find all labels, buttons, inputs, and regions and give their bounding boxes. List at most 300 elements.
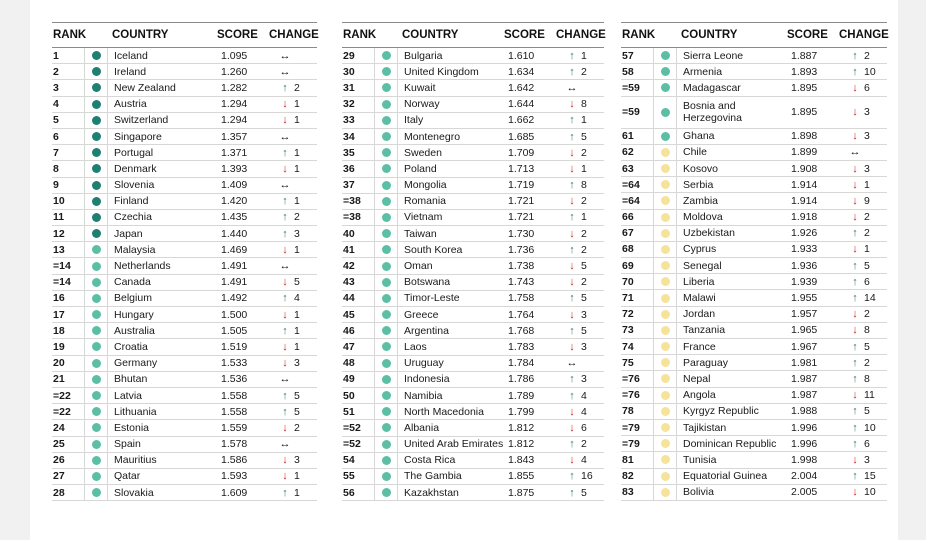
country-cell: Senegal bbox=[683, 259, 722, 272]
table-row bbox=[342, 113, 604, 129]
country-cell: Zambia bbox=[683, 194, 719, 207]
category-dot-cell bbox=[84, 469, 108, 484]
category-dot-icon bbox=[92, 326, 101, 335]
category-dot-cell bbox=[374, 323, 398, 338]
change-value: 3 bbox=[864, 453, 870, 466]
change-value: 6 bbox=[864, 81, 870, 94]
score-cell: 1.926 bbox=[791, 227, 818, 240]
category-dot-icon bbox=[92, 164, 101, 173]
change-cell bbox=[556, 373, 604, 385]
table-row bbox=[52, 178, 317, 194]
change-value: 2 bbox=[581, 276, 587, 289]
category-dot-icon bbox=[382, 181, 391, 190]
category-dot-cell bbox=[653, 452, 677, 467]
category-dot-cell bbox=[653, 469, 677, 484]
rank-cell: 48 bbox=[343, 357, 355, 370]
rank-cell: 4 bbox=[53, 98, 59, 111]
category-dot-cell bbox=[374, 307, 398, 322]
arrow-up-icon: ↑ bbox=[282, 211, 288, 224]
country-cell: Bulgaria bbox=[404, 49, 443, 62]
category-dot-icon bbox=[92, 229, 101, 238]
score-cell: 1.812 bbox=[508, 421, 535, 434]
arrow-up-icon: ↑ bbox=[569, 373, 575, 386]
change-value: 2 bbox=[864, 211, 870, 224]
rank-cell: 58 bbox=[622, 65, 634, 78]
category-dot-icon bbox=[92, 294, 101, 303]
rank-cell: 41 bbox=[343, 243, 355, 256]
rank-cell: =76 bbox=[622, 372, 640, 385]
category-dot-cell bbox=[84, 291, 108, 306]
category-dot-cell bbox=[374, 258, 398, 273]
arrow-up-icon: ↑ bbox=[852, 292, 858, 305]
change-header: CHANGE bbox=[839, 29, 889, 41]
table-row bbox=[342, 194, 604, 210]
score-cell: 1.965 bbox=[791, 324, 818, 337]
arrow-up-icon: ↑ bbox=[852, 65, 858, 78]
country-cell: Estonia bbox=[114, 421, 150, 434]
country-cell: Mongolia bbox=[404, 179, 447, 192]
score-cell: 1.095 bbox=[221, 49, 248, 62]
score-cell: 1.936 bbox=[791, 259, 818, 272]
score-cell: 1.939 bbox=[791, 275, 818, 288]
category-dot-cell bbox=[84, 226, 108, 241]
table-row bbox=[52, 145, 317, 161]
country-cell: Kazakhstan bbox=[404, 486, 459, 499]
table-row bbox=[342, 469, 604, 485]
category-dot-cell bbox=[653, 193, 677, 208]
score-cell: 1.709 bbox=[508, 146, 535, 159]
category-dot-cell bbox=[84, 372, 108, 387]
rank-cell: 74 bbox=[622, 340, 634, 353]
rank-cell: 46 bbox=[343, 324, 355, 337]
category-dot-cell bbox=[653, 177, 677, 192]
change-cell bbox=[556, 228, 604, 240]
country-cell: Uruguay bbox=[404, 357, 444, 370]
arrow-up-icon: ↑ bbox=[282, 146, 288, 159]
table-body bbox=[52, 48, 317, 501]
score-cell: 1.784 bbox=[508, 357, 535, 370]
score-cell: 1.420 bbox=[221, 195, 248, 208]
table-row bbox=[52, 129, 317, 145]
change-cell bbox=[556, 114, 604, 126]
score-cell: 1.855 bbox=[508, 470, 535, 483]
change-cell bbox=[556, 50, 604, 62]
category-dot-cell bbox=[653, 485, 677, 500]
category-dot-icon bbox=[382, 51, 391, 60]
table-row bbox=[52, 372, 317, 388]
country-cell: The Gambia bbox=[404, 470, 462, 483]
arrow-up-icon: ↑ bbox=[569, 389, 575, 402]
change-value: 2 bbox=[864, 356, 870, 369]
rank-cell: =38 bbox=[343, 211, 361, 224]
category-dot-icon bbox=[661, 310, 670, 319]
change-value: 16 bbox=[581, 470, 593, 483]
category-dot-cell bbox=[653, 339, 677, 354]
change-value: 11 bbox=[864, 389, 875, 402]
change-cell bbox=[269, 438, 317, 450]
change-value: 3 bbox=[294, 357, 300, 370]
category-dot-icon bbox=[661, 326, 670, 335]
category-dot-icon bbox=[661, 245, 670, 254]
change-cell bbox=[269, 487, 317, 499]
change-value: 3 bbox=[294, 227, 300, 240]
country-cell: Botswana bbox=[404, 276, 451, 289]
table-row bbox=[342, 372, 604, 388]
country-cell: United Kingdom bbox=[404, 65, 479, 78]
arrow-up-icon: ↑ bbox=[569, 49, 575, 62]
change-cell bbox=[269, 454, 317, 466]
category-dot-cell bbox=[84, 307, 108, 322]
change-value: 1 bbox=[294, 195, 300, 208]
table-row bbox=[621, 177, 887, 193]
country-cell: Canada bbox=[114, 276, 151, 289]
table-row bbox=[342, 437, 604, 453]
arrow-down-icon: ↓ bbox=[852, 243, 858, 256]
arrow-down-icon: ↓ bbox=[852, 389, 858, 402]
table-row bbox=[342, 339, 604, 355]
category-dot-cell bbox=[653, 404, 677, 419]
rank-cell: 3 bbox=[53, 81, 59, 94]
change-value: 3 bbox=[581, 340, 587, 353]
table-row bbox=[621, 371, 887, 387]
table-row bbox=[342, 210, 604, 226]
arrow-up-icon: ↑ bbox=[569, 130, 575, 143]
rank-cell: =79 bbox=[622, 421, 640, 434]
category-dot-cell bbox=[84, 356, 108, 371]
score-cell: 1.895 bbox=[791, 81, 818, 94]
arrow-down-icon: ↓ bbox=[852, 106, 858, 119]
arrow-up-icon: ↑ bbox=[569, 243, 575, 256]
change-value: 4 bbox=[581, 405, 587, 418]
category-dot-icon bbox=[92, 456, 101, 465]
country-cell: Cyprus bbox=[683, 243, 717, 256]
score-cell: 1.558 bbox=[221, 389, 248, 402]
change-value: 1 bbox=[294, 162, 300, 175]
country-cell: Costa Rica bbox=[404, 454, 456, 467]
category-dot-icon bbox=[92, 342, 101, 351]
category-dot-cell bbox=[653, 355, 677, 370]
score-cell: 1.764 bbox=[508, 308, 535, 321]
change-value: 15 bbox=[864, 470, 876, 483]
country-cell: Equatorial Guinea bbox=[683, 470, 768, 483]
change-cell bbox=[269, 163, 317, 175]
arrow-up-icon: ↑ bbox=[569, 438, 575, 451]
country-cell: South Korea bbox=[404, 243, 463, 256]
category-dot-icon bbox=[92, 197, 101, 206]
country-cell: United Arab Emirates bbox=[404, 438, 504, 451]
arrow-up-icon: ↑ bbox=[569, 470, 575, 483]
rank-cell: 81 bbox=[622, 453, 634, 466]
arrow-down-icon: ↓ bbox=[282, 340, 288, 353]
change-cell bbox=[556, 470, 604, 482]
category-dot-cell bbox=[374, 485, 398, 500]
change-cell bbox=[839, 130, 887, 142]
score-header: SCORE bbox=[217, 29, 258, 41]
score-cell: 1.721 bbox=[508, 211, 535, 224]
change-cell bbox=[556, 131, 604, 143]
change-value: 4 bbox=[581, 454, 587, 467]
arrow-up-icon: ↑ bbox=[569, 211, 575, 224]
arrow-up-icon: ↑ bbox=[852, 421, 858, 434]
change-value: 1 bbox=[294, 324, 300, 337]
arrow-down-icon: ↓ bbox=[282, 98, 288, 111]
rank-cell: 32 bbox=[343, 98, 355, 111]
change-value: 2 bbox=[864, 49, 870, 62]
category-dot-cell bbox=[653, 371, 677, 386]
country-cell: Laos bbox=[404, 340, 427, 353]
score-cell: 1.282 bbox=[221, 81, 248, 94]
country-cell: Uzbekistan bbox=[683, 227, 735, 240]
category-dot-cell bbox=[84, 129, 108, 144]
arrow-down-icon: ↓ bbox=[852, 453, 858, 466]
country-cell: Latvia bbox=[114, 389, 143, 402]
arrow-up-icon: ↑ bbox=[852, 49, 858, 62]
arrow-down-icon: ↓ bbox=[852, 178, 858, 191]
rank-header: RANK bbox=[343, 29, 377, 41]
arrow-down-icon: ↓ bbox=[852, 162, 858, 175]
table-row bbox=[621, 193, 887, 209]
score-cell: 1.987 bbox=[791, 372, 818, 385]
category-dot-cell bbox=[653, 161, 677, 176]
arrow-down-icon: ↓ bbox=[282, 162, 288, 175]
change-value: 1 bbox=[294, 98, 300, 111]
change-cell bbox=[839, 227, 887, 239]
table-row bbox=[621, 80, 887, 96]
score-cell: 1.799 bbox=[508, 405, 535, 418]
no-change-icon: ↔ bbox=[279, 373, 291, 386]
table-row bbox=[342, 48, 604, 64]
category-dot-cell bbox=[653, 436, 677, 451]
score-cell: 1.719 bbox=[508, 179, 535, 192]
category-dot-cell bbox=[653, 323, 677, 338]
category-dot-icon bbox=[661, 196, 670, 205]
change-value: 1 bbox=[294, 340, 300, 353]
country-cell: Timor-Leste bbox=[404, 292, 460, 305]
category-dot-cell bbox=[84, 485, 108, 500]
country-cell: Montenegro bbox=[404, 130, 461, 143]
change-value: 8 bbox=[581, 98, 587, 111]
change-cell bbox=[269, 179, 317, 191]
table-header bbox=[621, 22, 887, 48]
category-dot-icon bbox=[382, 262, 391, 271]
category-dot-cell bbox=[84, 64, 108, 79]
score-cell: 1.294 bbox=[221, 114, 248, 127]
category-dot-icon bbox=[382, 440, 391, 449]
rank-cell: =59 bbox=[622, 106, 640, 119]
category-dot-cell bbox=[374, 453, 398, 468]
rank-cell: =22 bbox=[53, 389, 71, 402]
country-cell: Poland bbox=[404, 162, 437, 175]
score-cell: 1.519 bbox=[221, 340, 248, 353]
table-row bbox=[52, 113, 317, 129]
rank-cell: 49 bbox=[343, 373, 355, 386]
arrow-up-icon: ↑ bbox=[852, 356, 858, 369]
score-cell: 1.260 bbox=[221, 65, 248, 78]
arrow-up-icon: ↑ bbox=[569, 486, 575, 499]
category-dot-icon bbox=[661, 407, 670, 416]
table-body bbox=[621, 48, 887, 501]
dot-header bbox=[374, 23, 398, 47]
arrow-up-icon: ↑ bbox=[852, 405, 858, 418]
change-cell bbox=[269, 114, 317, 126]
rank-cell: 44 bbox=[343, 292, 355, 305]
arrow-down-icon: ↓ bbox=[282, 357, 288, 370]
score-cell: 1.914 bbox=[791, 194, 818, 207]
arrow-up-icon: ↑ bbox=[282, 227, 288, 240]
change-cell bbox=[839, 324, 887, 336]
change-cell bbox=[556, 357, 604, 369]
change-cell bbox=[839, 486, 887, 498]
country-cell: Kyrgyz Republic bbox=[683, 405, 759, 418]
country-cell: Dominican Republic bbox=[683, 437, 777, 450]
table-row bbox=[621, 290, 887, 306]
category-dot-icon bbox=[382, 342, 391, 351]
score-cell: 1.843 bbox=[508, 454, 535, 467]
rank-cell: =64 bbox=[622, 178, 640, 191]
rank-cell: 17 bbox=[53, 308, 65, 321]
category-dot-icon bbox=[382, 326, 391, 335]
score-cell: 1.899 bbox=[791, 146, 818, 159]
table-row bbox=[52, 453, 317, 469]
change-header: CHANGE bbox=[556, 29, 606, 41]
change-value: 1 bbox=[581, 114, 587, 127]
rank-cell: =59 bbox=[622, 81, 640, 94]
ranking-table-3 bbox=[621, 22, 887, 501]
score-cell: 1.371 bbox=[221, 146, 248, 159]
no-change-icon: ↔ bbox=[566, 357, 578, 370]
rank-cell: 10 bbox=[53, 195, 65, 208]
score-cell: 1.536 bbox=[221, 373, 248, 386]
change-value: 1 bbox=[294, 486, 300, 499]
rank-cell: =79 bbox=[622, 437, 640, 450]
category-dot-cell bbox=[653, 210, 677, 225]
category-dot-icon bbox=[382, 67, 391, 76]
category-dot-icon bbox=[382, 375, 391, 384]
change-value: 5 bbox=[294, 389, 300, 402]
country-cell: Ghana bbox=[683, 130, 715, 143]
category-dot-cell bbox=[84, 210, 108, 225]
change-cell bbox=[556, 98, 604, 110]
category-dot-cell bbox=[84, 242, 108, 257]
arrow-down-icon: ↓ bbox=[569, 276, 575, 289]
change-value: 4 bbox=[294, 292, 300, 305]
category-dot-icon bbox=[661, 455, 670, 464]
change-cell bbox=[556, 195, 604, 207]
rank-cell: 11 bbox=[53, 211, 65, 224]
arrow-up-icon: ↑ bbox=[282, 405, 288, 418]
score-cell: 1.967 bbox=[791, 340, 818, 353]
country-cell: Chile bbox=[683, 146, 707, 159]
country-header: COUNTRY bbox=[402, 29, 459, 41]
change-cell bbox=[556, 147, 604, 159]
table-row bbox=[342, 291, 604, 307]
arrow-up-icon: ↑ bbox=[282, 389, 288, 402]
score-cell: 1.500 bbox=[221, 308, 248, 321]
change-cell bbox=[556, 422, 604, 434]
change-cell bbox=[839, 373, 887, 385]
country-cell: Croatia bbox=[114, 340, 148, 353]
table-row bbox=[621, 452, 887, 468]
category-dot-cell bbox=[84, 178, 108, 193]
country-cell: Argentina bbox=[404, 324, 449, 337]
change-cell bbox=[839, 179, 887, 191]
category-dot-cell bbox=[374, 64, 398, 79]
score-cell: 1.610 bbox=[508, 49, 535, 62]
table-row bbox=[621, 129, 887, 145]
country-cell: Czechia bbox=[114, 211, 152, 224]
category-dot-icon bbox=[382, 472, 391, 481]
change-cell bbox=[556, 66, 604, 78]
change-cell bbox=[269, 244, 317, 256]
category-dot-icon bbox=[661, 374, 670, 383]
arrow-down-icon: ↓ bbox=[282, 454, 288, 467]
rank-cell: 19 bbox=[53, 340, 65, 353]
category-dot-cell bbox=[84, 323, 108, 338]
ranking-table-1 bbox=[52, 22, 317, 501]
category-dot-cell bbox=[374, 226, 398, 241]
change-value: 1 bbox=[294, 470, 300, 483]
change-value: 3 bbox=[581, 308, 587, 321]
change-cell bbox=[839, 422, 887, 434]
rank-cell: 40 bbox=[343, 227, 355, 240]
table-row bbox=[621, 307, 887, 323]
rank-cell: 8 bbox=[53, 162, 59, 175]
rank-cell: 73 bbox=[622, 324, 634, 337]
score-cell: 1.786 bbox=[508, 373, 535, 386]
country-cell: Finland bbox=[114, 195, 149, 208]
rank-cell: 55 bbox=[343, 470, 355, 483]
change-value: 3 bbox=[864, 162, 870, 175]
category-dot-icon bbox=[661, 261, 670, 270]
rank-cell: 18 bbox=[53, 324, 65, 337]
country-cell: North Macedonia bbox=[404, 405, 484, 418]
change-value: 1 bbox=[581, 162, 587, 175]
country-cell: Bosnia and Herzegovina bbox=[683, 100, 742, 125]
country-header: COUNTRY bbox=[112, 29, 169, 41]
score-cell: 1.644 bbox=[508, 98, 535, 111]
country-cell: Ireland bbox=[114, 65, 147, 78]
table-row bbox=[621, 97, 887, 129]
country-cell: New Zealand bbox=[114, 81, 176, 94]
change-cell bbox=[269, 98, 317, 110]
rank-cell: 42 bbox=[343, 260, 355, 273]
country-cell: Nepal bbox=[683, 372, 711, 385]
country-cell: Vietnam bbox=[404, 211, 443, 224]
score-cell: 1.893 bbox=[791, 65, 818, 78]
table-row bbox=[342, 453, 604, 469]
no-change-icon: ↔ bbox=[279, 179, 291, 192]
change-cell bbox=[839, 106, 887, 118]
arrow-up-icon: ↑ bbox=[852, 470, 858, 483]
table-body bbox=[342, 48, 604, 501]
table-row bbox=[342, 178, 604, 194]
table-row bbox=[621, 404, 887, 420]
category-dot-cell bbox=[374, 437, 398, 452]
category-dot-icon bbox=[382, 488, 391, 497]
rank-header: RANK bbox=[53, 29, 87, 41]
no-change-icon: ↔ bbox=[566, 81, 578, 94]
category-dot-icon bbox=[661, 229, 670, 238]
category-dot-cell bbox=[374, 129, 398, 144]
category-dot-icon bbox=[92, 67, 101, 76]
rank-cell: 16 bbox=[53, 292, 65, 305]
rank-cell: 36 bbox=[343, 162, 355, 175]
table-row bbox=[621, 226, 887, 242]
category-dot-cell bbox=[653, 48, 677, 63]
change-cell bbox=[839, 82, 887, 94]
country-cell: Kosovo bbox=[683, 162, 719, 175]
table-row bbox=[342, 485, 604, 501]
